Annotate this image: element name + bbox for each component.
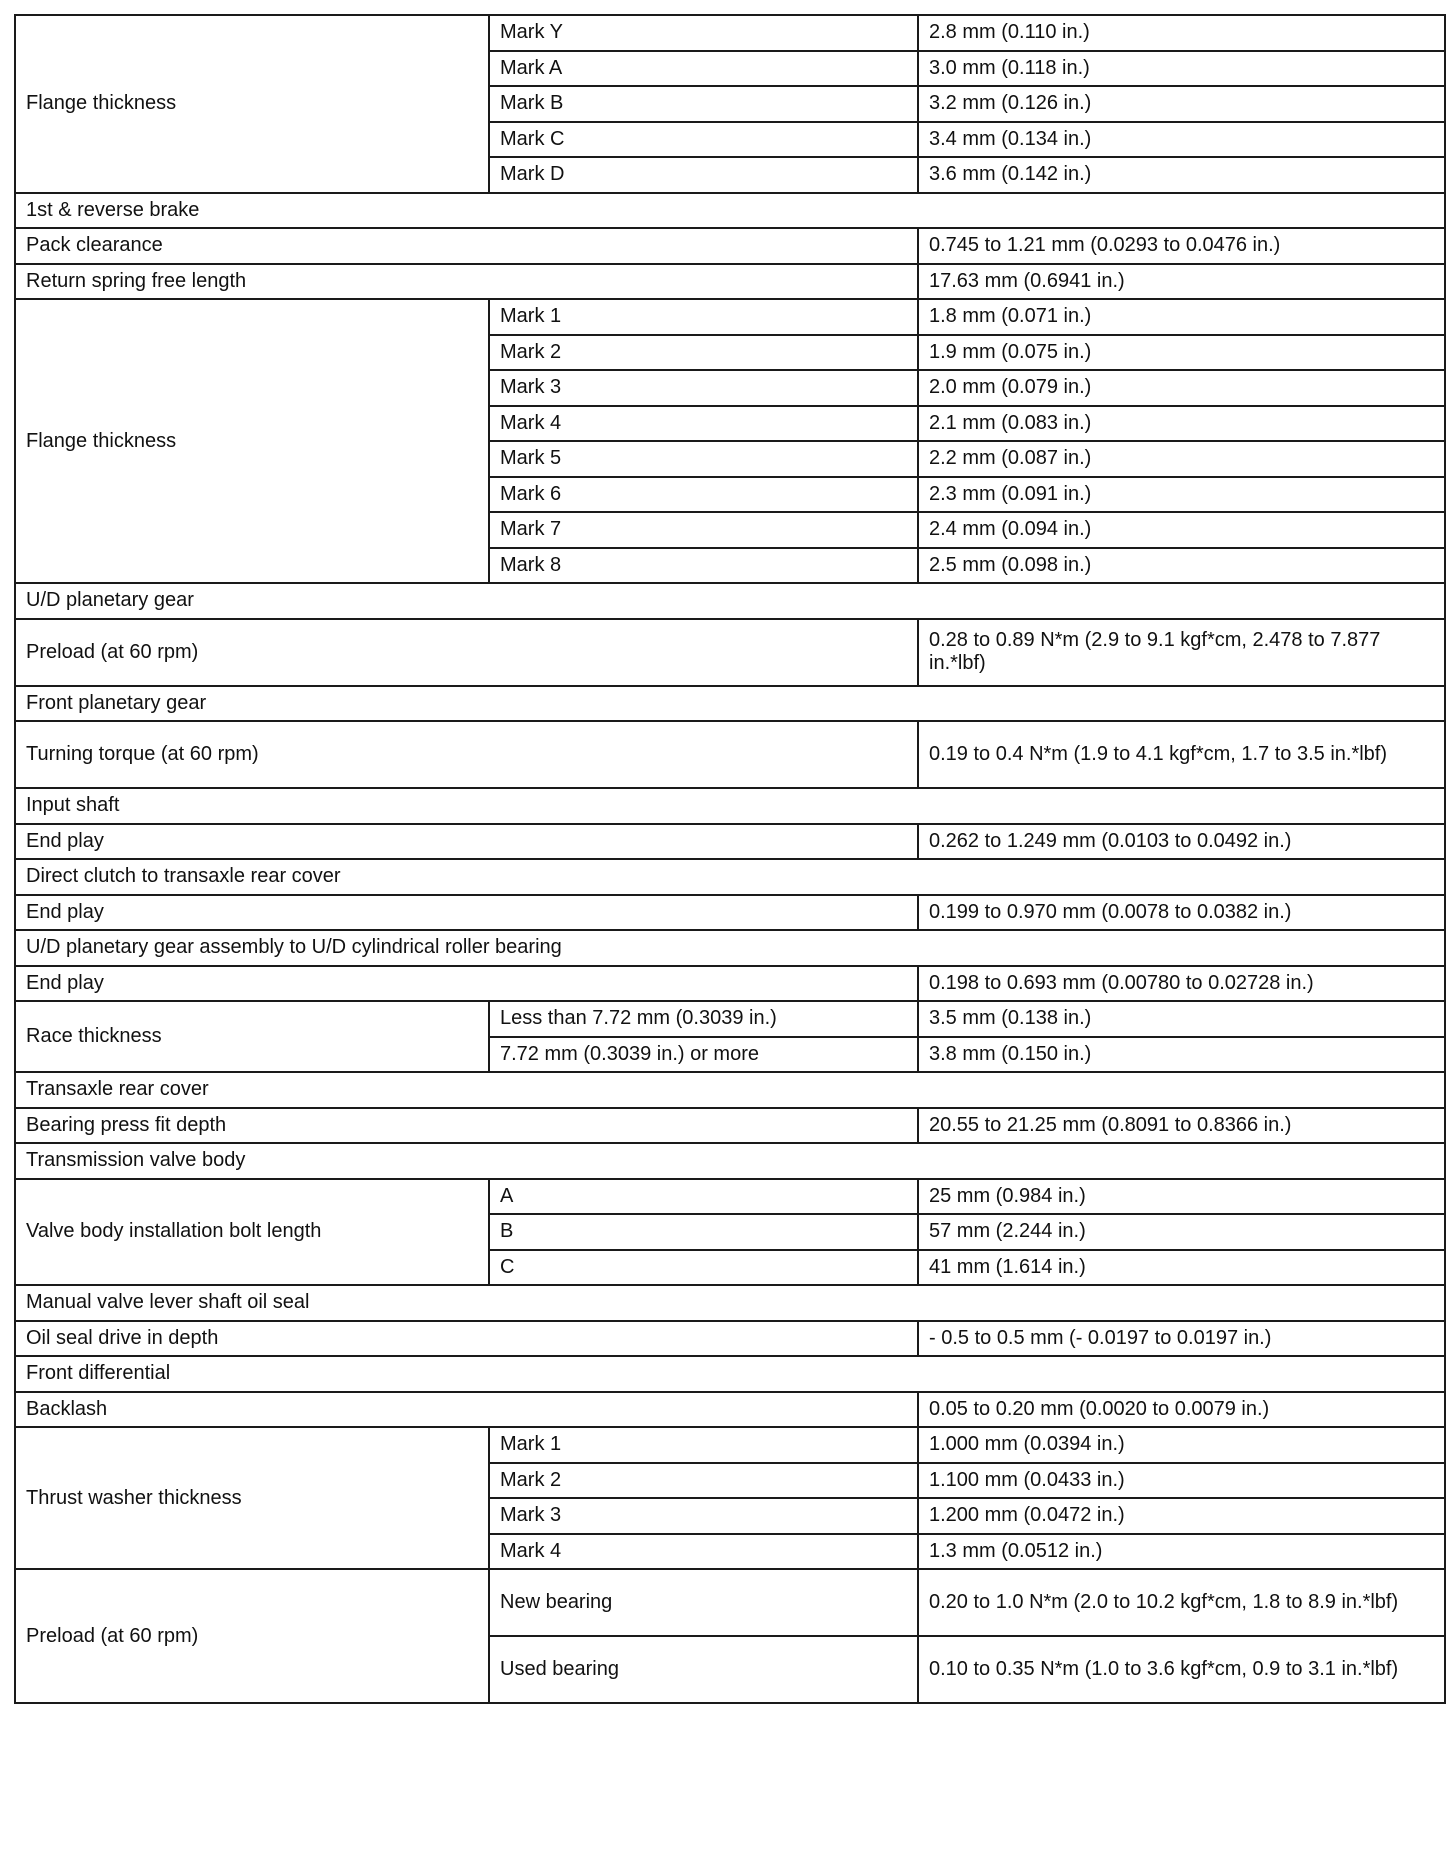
table-row: [15, 619, 1445, 686]
table-cell: Front differential: [15, 1356, 1445, 1392]
table-cell: Mark 1: [489, 299, 918, 335]
table-cell: Flange thickness: [15, 15, 489, 193]
table-cell: 41 mm (1.614 in.): [918, 1250, 1445, 1286]
table-cell: Return spring free length: [15, 264, 918, 300]
table-row: [15, 1356, 1445, 1392]
table-cell: 2.4 mm (0.094 in.): [918, 512, 1445, 548]
table-cell: 2.8 mm (0.110 in.): [918, 15, 1445, 51]
specification-table-body: [15, 15, 1445, 1703]
table-cell: 57 mm (2.244 in.): [918, 1214, 1445, 1250]
table-cell: 1.200 mm (0.0472 in.): [918, 1498, 1445, 1534]
table-cell: Oil seal drive in depth: [15, 1321, 918, 1357]
table-row: [15, 788, 1445, 824]
table-cell: 2.2 mm (0.087 in.): [918, 441, 1445, 477]
table-row: [15, 228, 1445, 264]
table-cell: 0.199 to 0.970 mm (0.0078 to 0.0382 in.): [918, 895, 1445, 931]
table-cell: Mark 7: [489, 512, 918, 548]
table-row: [15, 1143, 1445, 1179]
table-cell: Mark B: [489, 86, 918, 122]
table-cell: Transmission valve body: [15, 1143, 1445, 1179]
table-cell: Mark A: [489, 51, 918, 87]
table-row: [15, 686, 1445, 722]
table-cell: 17.63 mm (0.6941 in.): [918, 264, 1445, 300]
table-cell: Mark 8: [489, 548, 918, 584]
table-row: [15, 1072, 1445, 1108]
table-row: [15, 264, 1445, 300]
table-cell: Mark 2: [489, 335, 918, 371]
table-cell: Input shaft: [15, 788, 1445, 824]
table-cell: Backlash: [15, 1392, 918, 1428]
table-cell: 0.262 to 1.249 mm (0.0103 to 0.0492 in.): [918, 824, 1445, 860]
table-cell: Used bearing: [489, 1636, 918, 1703]
table-cell: Pack clearance: [15, 228, 918, 264]
table-row: [15, 1392, 1445, 1428]
table-row: [15, 1427, 1445, 1463]
table-cell: 2.1 mm (0.083 in.): [918, 406, 1445, 442]
table-row: [15, 1108, 1445, 1144]
table-cell: Mark C: [489, 122, 918, 158]
table-cell: 1.100 mm (0.0433 in.): [918, 1463, 1445, 1499]
specification-table: [14, 14, 1446, 1704]
table-cell: Mark D: [489, 157, 918, 193]
table-cell: 0.28 to 0.89 N*m (2.9 to 9.1 kgf*cm, 2.478 to 7.877 in.*lbf): [918, 619, 1445, 686]
table-row: [15, 583, 1445, 619]
table-cell: Thrust washer thickness: [15, 1427, 489, 1569]
table-cell: Front planetary gear: [15, 686, 1445, 722]
table-cell: - 0.5 to 0.5 mm (- 0.0197 to 0.0197 in.): [918, 1321, 1445, 1357]
table-row: [15, 824, 1445, 860]
table-cell: 3.5 mm (0.138 in.): [918, 1001, 1445, 1037]
table-cell: U/D planetary gear assembly to U/D cylindrical roller bearing: [15, 930, 1445, 966]
table-cell: A: [489, 1179, 918, 1215]
table-cell: Less than 7.72 mm (0.3039 in.): [489, 1001, 918, 1037]
table-cell: Transaxle rear cover: [15, 1072, 1445, 1108]
table-cell: Valve body installation bolt length: [15, 1179, 489, 1286]
table-cell: 0.745 to 1.21 mm (0.0293 to 0.0476 in.): [918, 228, 1445, 264]
table-cell: 0.05 to 0.20 mm (0.0020 to 0.0079 in.): [918, 1392, 1445, 1428]
table-cell: 0.19 to 0.4 N*m (1.9 to 4.1 kgf*cm, 1.7 to 3.5 in.*lbf): [918, 721, 1445, 788]
table-cell: U/D planetary gear: [15, 583, 1445, 619]
table-cell: Mark 4: [489, 1534, 918, 1570]
table-row: [15, 15, 1445, 51]
table-cell: Race thickness: [15, 1001, 489, 1072]
table-row: [15, 895, 1445, 931]
table-row: [15, 721, 1445, 788]
table-cell: 2.3 mm (0.091 in.): [918, 477, 1445, 513]
table-cell: 1st & reverse brake: [15, 193, 1445, 229]
table-cell: 2.0 mm (0.079 in.): [918, 370, 1445, 406]
table-cell: 1.8 mm (0.071 in.): [918, 299, 1445, 335]
table-row: [15, 1285, 1445, 1321]
table-row: [15, 859, 1445, 895]
table-cell: New bearing: [489, 1569, 918, 1636]
table-cell: 3.4 mm (0.134 in.): [918, 122, 1445, 158]
table-cell: 0.198 to 0.693 mm (0.00780 to 0.02728 in.): [918, 966, 1445, 1002]
table-row: [15, 1001, 1445, 1037]
table-row: [15, 1179, 1445, 1215]
table-cell: 3.0 mm (0.118 in.): [918, 51, 1445, 87]
table-cell: End play: [15, 824, 918, 860]
table-cell: 25 mm (0.984 in.): [918, 1179, 1445, 1215]
table-cell: 1.000 mm (0.0394 in.): [918, 1427, 1445, 1463]
table-cell: End play: [15, 895, 918, 931]
table-cell: 7.72 mm (0.3039 in.) or more: [489, 1037, 918, 1073]
table-cell: 0.10 to 0.35 N*m (1.0 to 3.6 kgf*cm, 0.9 to 3.1 in.*lbf): [918, 1636, 1445, 1703]
table-cell: 0.20 to 1.0 N*m (2.0 to 10.2 kgf*cm, 1.8 to 8.9 in.*lbf): [918, 1569, 1445, 1636]
table-cell: Mark 3: [489, 1498, 918, 1534]
table-row: [15, 1569, 1445, 1636]
table-cell: Mark Y: [489, 15, 918, 51]
table-cell: 1.9 mm (0.075 in.): [918, 335, 1445, 371]
table-cell: C: [489, 1250, 918, 1286]
table-cell: Mark 1: [489, 1427, 918, 1463]
table-cell: Manual valve lever shaft oil seal: [15, 1285, 1445, 1321]
table-cell: 2.5 mm (0.098 in.): [918, 548, 1445, 584]
table-cell: Flange thickness: [15, 299, 489, 583]
table-cell: Preload (at 60 rpm): [15, 1569, 489, 1703]
table-cell: Preload (at 60 rpm): [15, 619, 918, 686]
table-cell: End play: [15, 966, 918, 1002]
table-row: [15, 193, 1445, 229]
table-cell: Bearing press fit depth: [15, 1108, 918, 1144]
table-cell: Mark 6: [489, 477, 918, 513]
table-cell: Mark 2: [489, 1463, 918, 1499]
table-cell: B: [489, 1214, 918, 1250]
table-cell: Mark 3: [489, 370, 918, 406]
table-cell: Turning torque (at 60 rpm): [15, 721, 918, 788]
table-cell: 3.2 mm (0.126 in.): [918, 86, 1445, 122]
table-row: [15, 1321, 1445, 1357]
table-row: [15, 966, 1445, 1002]
table-row: [15, 930, 1445, 966]
table-cell: 1.3 mm (0.0512 in.): [918, 1534, 1445, 1570]
table-cell: Mark 5: [489, 441, 918, 477]
table-cell: 3.8 mm (0.150 in.): [918, 1037, 1445, 1073]
table-cell: 3.6 mm (0.142 in.): [918, 157, 1445, 193]
table-cell: 20.55 to 21.25 mm (0.8091 to 0.8366 in.): [918, 1108, 1445, 1144]
table-cell: Direct clutch to transaxle rear cover: [15, 859, 1445, 895]
table-cell: Mark 4: [489, 406, 918, 442]
table-row: [15, 299, 1445, 335]
